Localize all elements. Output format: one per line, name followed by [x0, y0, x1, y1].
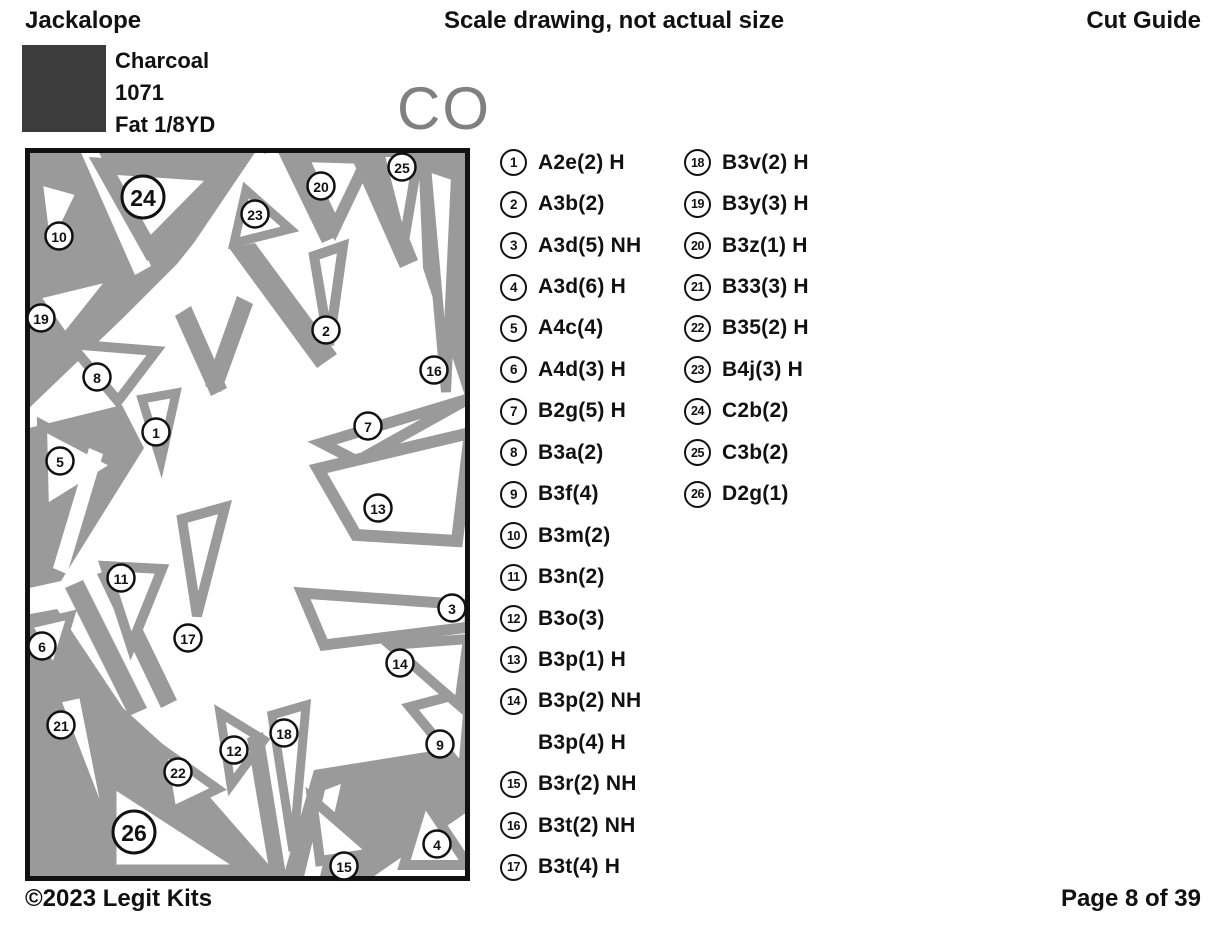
legend-item: [500, 846, 641, 887]
legend-piece-label: B3t(2) NH: [538, 813, 636, 837]
legend-number-badge: 11: [500, 564, 527, 591]
legend-piece-label: B3y(3) H: [722, 192, 809, 216]
piece-marker: [175, 625, 202, 652]
piece-marker: [46, 223, 73, 250]
legend-number-badge: 19: [684, 191, 711, 218]
fabric-piece-shape: [205, 296, 253, 392]
piece-marker: [221, 737, 248, 764]
piece-marker: [421, 357, 448, 384]
legend-piece-label: A3d(5) NH: [538, 233, 642, 257]
legend-piece-label: B3p(1) H: [538, 647, 626, 671]
legend-number-badge: 18: [684, 149, 711, 176]
legend-item: [500, 349, 641, 390]
legend-piece-label: A4c(4): [538, 316, 604, 340]
fabric-name: Charcoal: [115, 48, 210, 73]
legend-item: [500, 142, 641, 183]
piece-marker: [271, 720, 298, 747]
fabric-abbreviation-watermark: CO: [397, 75, 491, 142]
legend-item: [500, 764, 641, 805]
piece-marker: [313, 317, 340, 344]
svg-text:17: 17: [180, 631, 196, 647]
svg-text:22: 22: [170, 765, 186, 781]
piece-marker: [424, 831, 451, 858]
fabric-layout-svg: [25, 148, 470, 881]
legend-number-badge: 7: [500, 398, 527, 425]
legend-number-badge: 14: [500, 688, 527, 715]
legend-item: [500, 308, 641, 349]
piece-marker: [308, 173, 335, 200]
legend-item: [684, 266, 809, 307]
piece-marker: [331, 853, 358, 880]
svg-text:7: 7: [364, 419, 372, 435]
legend-piece-label: B3t(4) H: [538, 855, 621, 879]
svg-text:1: 1: [152, 425, 160, 441]
svg-text:4: 4: [433, 837, 441, 853]
fabric-info: [115, 45, 215, 141]
legend-piece-label: B3a(2): [538, 440, 604, 464]
pattern-title: Jackalope: [25, 7, 142, 34]
piece-marker: [427, 731, 454, 758]
piece-marker: [387, 650, 414, 677]
legend-number-badge: 15: [500, 771, 527, 798]
legend-number-badge: 1: [500, 149, 527, 176]
legend-piece-label: C2b(2): [722, 399, 789, 423]
page-section-title: Cut Guide: [1086, 7, 1201, 34]
legend-number-badge: 9: [500, 481, 527, 508]
legend-piece-label: C3b(2): [722, 440, 789, 464]
legend-piece-label: D2g(1): [722, 482, 789, 506]
svg-text:3: 3: [448, 601, 456, 617]
piece-marker: [355, 413, 382, 440]
legend-item: [500, 598, 641, 639]
legend-piece-label: B2g(5) H: [538, 399, 626, 423]
legend-piece-label: B3p(4) H: [538, 730, 626, 754]
piece-marker: [113, 811, 155, 853]
scale-note: Scale drawing, not actual size: [443, 7, 785, 34]
piece-marker: [84, 364, 111, 391]
legend-item: [500, 225, 641, 266]
piece-marker: [108, 565, 135, 592]
fabric-piece-shape: [182, 507, 225, 616]
piece-marker: [29, 633, 56, 660]
svg-text:13: 13: [370, 501, 386, 517]
svg-text:18: 18: [276, 726, 292, 742]
legend-number-badge: 17: [500, 854, 527, 881]
fabric-cut-size: Fat 1/8YD: [115, 112, 216, 137]
svg-text:2: 2: [322, 323, 330, 339]
legend-piece-label: B3r(2) NH: [538, 772, 637, 796]
legend-item: [500, 515, 641, 556]
legend-number-badge: 8: [500, 439, 527, 466]
legend-number-badge: 16: [500, 812, 527, 839]
svg-text:16: 16: [426, 363, 442, 379]
legend-piece-label: B33(3) H: [722, 275, 809, 299]
legend-piece-label: B4j(3) H: [722, 357, 803, 381]
svg-text:19: 19: [33, 311, 49, 327]
legend-item: [684, 225, 809, 266]
legend-number-badge: 26: [684, 481, 711, 508]
legend-item: [500, 432, 641, 473]
svg-text:26: 26: [121, 820, 147, 846]
legend-item: [684, 349, 809, 390]
legend-number-badge: 20: [684, 232, 711, 259]
legend-piece-label: B3z(1) H: [722, 233, 808, 257]
svg-text:25: 25: [394, 160, 410, 176]
piece-marker: [242, 201, 269, 228]
svg-text:12: 12: [226, 743, 242, 759]
legend-item: [684, 432, 809, 473]
legend-number-badge: 6: [500, 356, 527, 383]
legend-item: [500, 805, 641, 846]
legend-piece-label: B35(2) H: [722, 316, 809, 340]
svg-text:21: 21: [53, 718, 69, 734]
legend-number-badge: 10: [500, 522, 527, 549]
cut-layout-diagram: [25, 148, 470, 881]
legend-piece-label: A2e(2) H: [538, 150, 625, 174]
legend-number-badge: 2: [500, 191, 527, 218]
legend-item: [500, 722, 641, 763]
piece-marker: [48, 712, 75, 739]
piece-marker: [439, 595, 466, 622]
piece-marker: [365, 495, 392, 522]
legend-piece-label: A4d(3) H: [538, 357, 626, 381]
piece-marker: [143, 419, 170, 446]
legend-number-badge: 24: [684, 398, 711, 425]
legend-item: [500, 391, 641, 432]
legend-item: [684, 183, 809, 224]
legend-item: [500, 266, 641, 307]
piece-marker: [389, 154, 416, 181]
legend-number-badge: 21: [684, 274, 711, 301]
legend-piece-label: A3b(2): [538, 192, 605, 216]
piece-marker: [165, 759, 192, 786]
piece-legend-column-1: [500, 142, 641, 888]
fabric-code: 1071: [115, 80, 164, 105]
legend-piece-label: B3n(2): [538, 565, 605, 589]
piece-marker: [122, 176, 164, 218]
svg-text:23: 23: [247, 207, 263, 223]
fabric-swatch: [22, 45, 106, 132]
legend-piece-label: B3o(3): [538, 606, 605, 630]
legend-item: [500, 183, 641, 224]
legend-number-badge: 3: [500, 232, 527, 259]
legend-piece-label: A3d(6) H: [538, 275, 626, 299]
legend-item: [500, 681, 641, 722]
legend-item: [500, 556, 641, 597]
legend-number-badge: 4: [500, 274, 527, 301]
piece-legend-column-2: [684, 142, 809, 515]
legend-item: [684, 142, 809, 183]
legend-piece-label: B3v(2) H: [722, 150, 809, 174]
svg-text:15: 15: [336, 859, 352, 875]
legend-number-badge: 25: [684, 439, 711, 466]
svg-text:10: 10: [51, 229, 67, 245]
legend-item: [684, 474, 809, 515]
svg-text:24: 24: [130, 185, 156, 211]
svg-text:11: 11: [113, 571, 129, 587]
legend-number-badge: 23: [684, 356, 711, 383]
svg-text:5: 5: [56, 454, 64, 470]
svg-text:8: 8: [93, 370, 101, 386]
fabric-piece-shape: [70, 344, 156, 401]
copyright-text: ©2023 Legit Kits: [25, 885, 213, 912]
legend-item: [500, 474, 641, 515]
legend-number-badge: 5: [500, 315, 527, 342]
legend-item: [500, 639, 641, 680]
piece-marker: [47, 448, 74, 475]
legend-number-badge: 12: [500, 605, 527, 632]
legend-number-badge: 13: [500, 646, 527, 673]
piece-marker: [28, 305, 55, 332]
svg-text:9: 9: [436, 737, 444, 753]
legend-number-badge: 22: [684, 315, 711, 342]
legend-piece-label: B3m(2): [538, 523, 611, 547]
svg-text:14: 14: [392, 656, 408, 672]
page-number: Page 8 of 39: [1060, 885, 1201, 912]
legend-piece-label: B3p(2) NH: [538, 689, 642, 713]
svg-text:20: 20: [313, 179, 329, 195]
legend-item: [684, 391, 809, 432]
legend-piece-label: B3f(4): [538, 482, 599, 506]
legend-item: [684, 308, 809, 349]
svg-text:6: 6: [38, 639, 46, 655]
